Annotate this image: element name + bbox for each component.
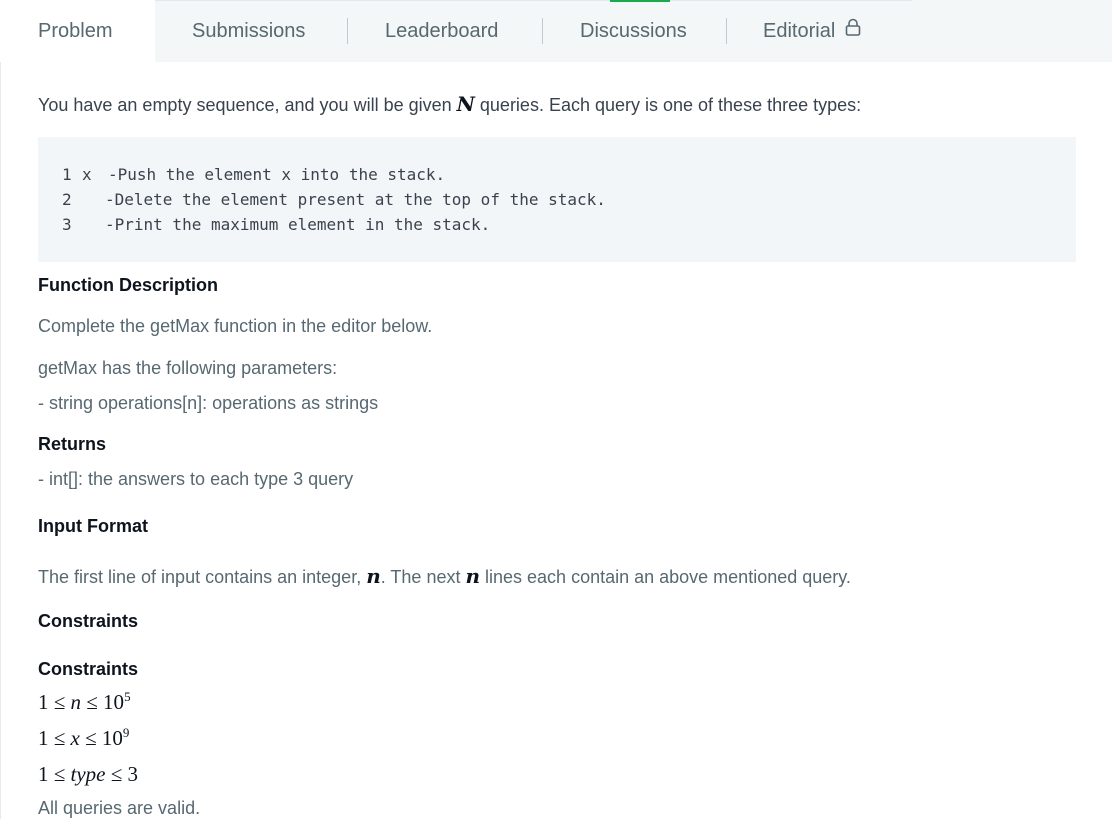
query-type-1-desc: -Push the element x into the stack. xyxy=(108,165,446,184)
constraint-n xyxy=(38,690,131,715)
constraint-type xyxy=(38,762,138,787)
tab-problem[interactable] xyxy=(0,0,155,62)
intro-text-before: You have an empty sequence, and you will be given xyxy=(38,95,457,115)
constraint-x-exponent: 9 xyxy=(122,725,130,740)
input-format-text-after: lines each contain an above mentioned query. xyxy=(480,567,851,587)
query-type-2-num: 2 xyxy=(62,190,72,209)
constraint-n-left: 1 ≤ xyxy=(38,690,71,714)
lock-icon xyxy=(845,0,861,61)
tab-discussions[interactable] xyxy=(580,0,687,62)
constraint-type-var: type xyxy=(70,762,106,786)
constraints-subheading: Constraints xyxy=(38,659,139,679)
tab-editorial[interactable] xyxy=(763,0,861,62)
tab-submissions[interactable] xyxy=(192,0,305,62)
constraint-x-right: ≤ 10 xyxy=(79,726,123,750)
input-format-heading: Input Format xyxy=(38,516,148,536)
tab-separator xyxy=(542,18,543,44)
constraint-n-var: n xyxy=(70,690,82,714)
constraint-type-left: 1 ≤ xyxy=(38,762,71,786)
function-description-line-2: getMax has the following parameters: xyxy=(38,358,338,378)
constraints-heading: Constraints xyxy=(38,611,139,631)
query-types-code-block xyxy=(38,137,1076,262)
tab-leaderboard-label: Leaderboard xyxy=(385,20,499,42)
constraint-n-right: ≤ 10 xyxy=(81,690,125,714)
intro-var-n: N xyxy=(456,92,475,116)
input-format-var-n: n xyxy=(366,564,381,588)
returns-heading: Returns xyxy=(38,434,107,454)
tab-bar xyxy=(0,0,1112,62)
tab-editorial-label: Editorial xyxy=(763,20,836,42)
constraints-note: All queries are valid. xyxy=(38,798,201,818)
constraint-type-right: ≤ 3 xyxy=(105,762,139,786)
tab-separator xyxy=(347,18,348,44)
content-left-border xyxy=(0,62,1,819)
query-type-1-arg: x xyxy=(82,165,92,184)
returns-line: - int[]: the answers to each type 3 query xyxy=(38,469,354,489)
query-type-3-num: 3 xyxy=(62,215,72,234)
constraint-n-exponent: 5 xyxy=(124,689,131,704)
constraint-x xyxy=(38,726,129,751)
query-type-2-desc: -Delete the element present at the top of the stack. xyxy=(105,190,606,209)
query-type-1-num: 1 xyxy=(62,165,72,184)
intro-text-after: queries. Each query is one of these three types: xyxy=(474,95,862,115)
input-format-text-before: The first line of input contains an integer, xyxy=(38,567,367,587)
function-description-heading: Function Description xyxy=(38,275,218,295)
function-description-line-1: Complete the getMax function in the editor below. xyxy=(38,316,433,336)
tab-problem-label: Problem xyxy=(38,20,113,42)
intro-text xyxy=(38,92,861,116)
tab-submissions-label: Submissions xyxy=(192,20,306,42)
input-format-var-n-2: n xyxy=(465,564,481,588)
function-description-line-3: - string operations[n]: operations as strings xyxy=(38,393,379,413)
input-format-text xyxy=(38,564,851,588)
constraint-x-left: 1 ≤ xyxy=(38,726,71,750)
tab-discussions-label: Discussions xyxy=(580,20,687,42)
tab-leaderboard[interactable] xyxy=(385,0,498,62)
tab-separator xyxy=(726,18,727,44)
query-type-3-desc: -Print the maximum element in the stack. xyxy=(105,215,491,234)
constraint-x-var: x xyxy=(70,726,80,750)
input-format-text-middle: . The next xyxy=(380,567,466,587)
